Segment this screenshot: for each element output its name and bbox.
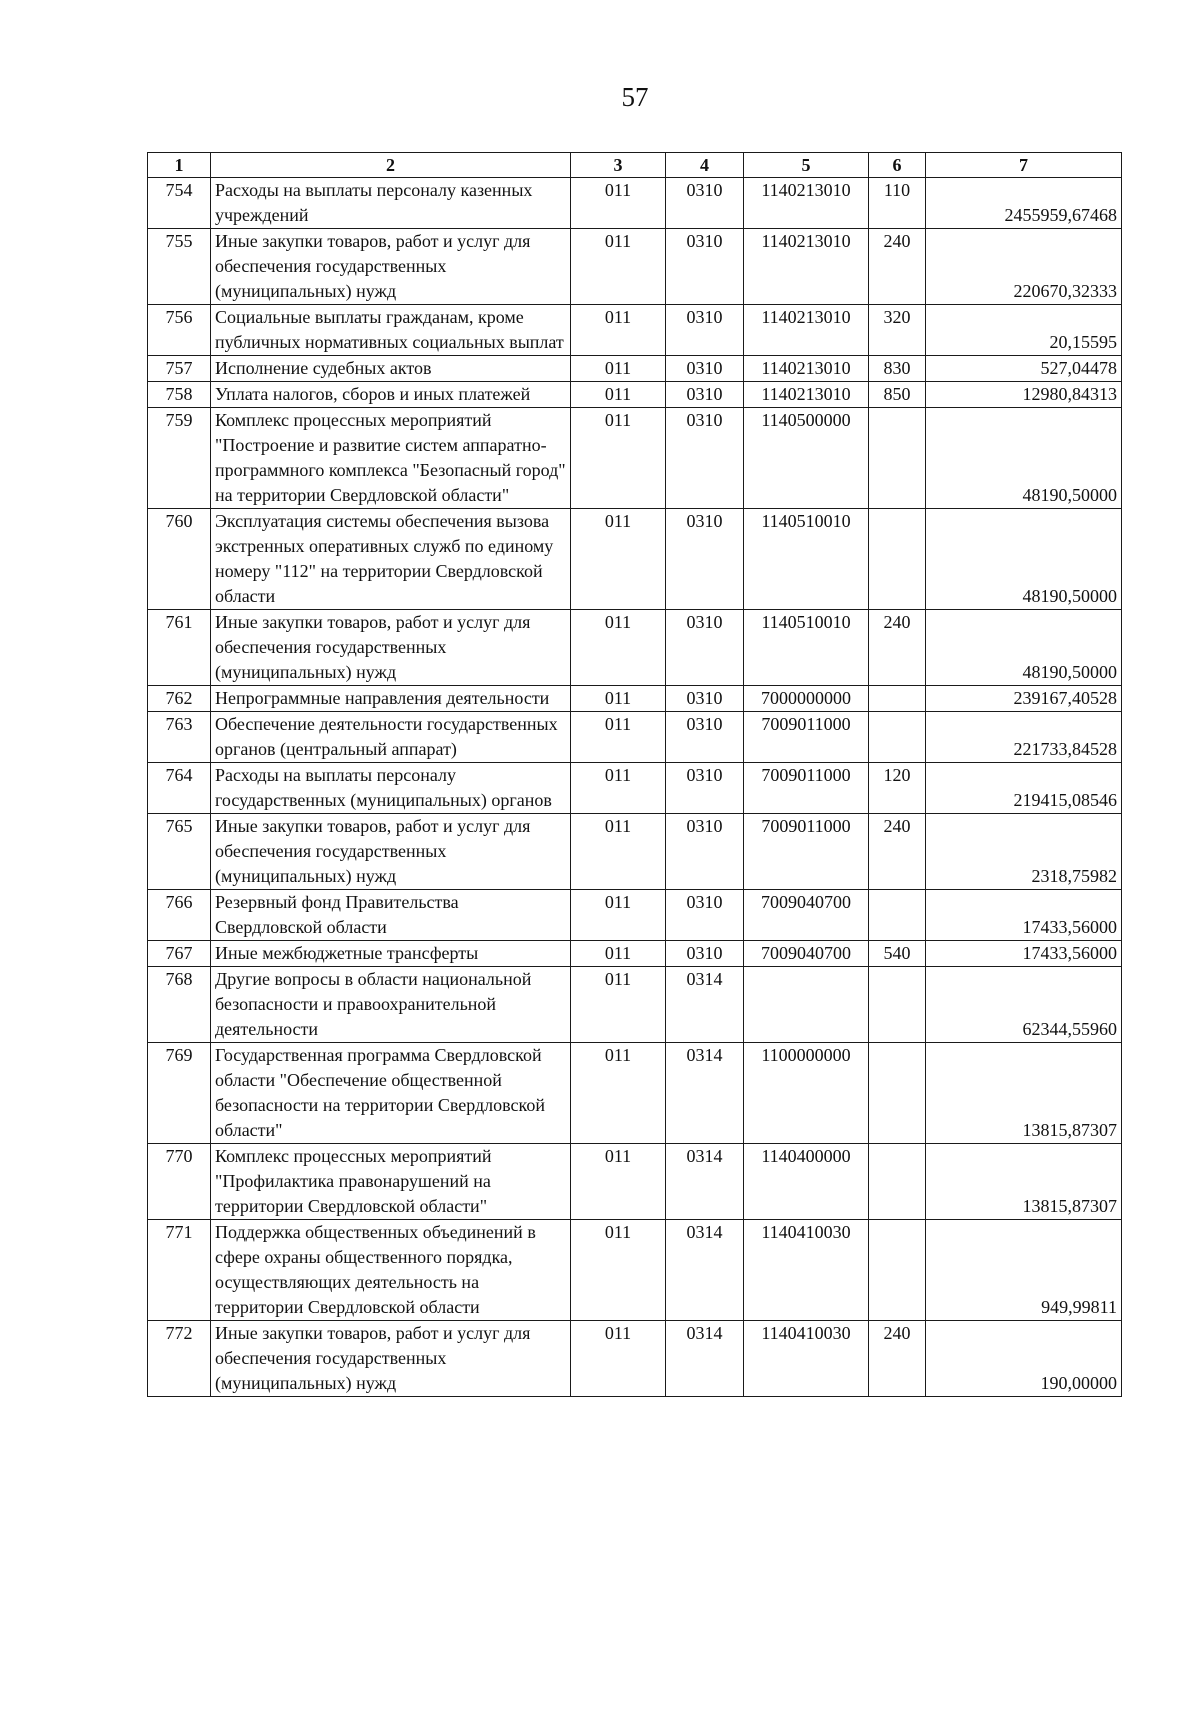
target-article-cell: 1140213010 (744, 178, 869, 229)
amount-cell: 221733,84528 (926, 712, 1122, 763)
target-article-cell: 1140500000 (744, 408, 869, 509)
row-number-cell: 763 (148, 712, 211, 763)
amount-cell: 48190,50000 (926, 610, 1122, 686)
table-row (148, 1144, 1122, 1220)
target-article-cell: 7009011000 (744, 763, 869, 814)
column-header: 2 (211, 153, 571, 178)
expense-type-cell: 240 (869, 1321, 926, 1397)
expense-name-cell: Государственная программа Свердловской области "Обеспечение общественной безопасности на территории Свердловской области" (211, 1043, 571, 1144)
table-row (148, 408, 1122, 509)
expense-type-cell: 120 (869, 763, 926, 814)
table-row (148, 967, 1122, 1043)
expense-name-cell: Исполнение судебных актов (211, 356, 571, 382)
column-header: 7 (926, 153, 1122, 178)
amount-cell: 48190,50000 (926, 408, 1122, 509)
ministry-code-cell: 011 (571, 509, 666, 610)
section-code-cell: 0310 (666, 178, 744, 229)
table-row (148, 763, 1122, 814)
expense-name-cell: Иные закупки товаров, работ и услуг для обеспечения государственных (муниципальных) нужд (211, 610, 571, 686)
expense-type-cell (869, 408, 926, 509)
table-row (148, 1321, 1122, 1397)
target-article-cell: 7009011000 (744, 814, 869, 890)
row-number-cell: 761 (148, 610, 211, 686)
column-header: 6 (869, 153, 926, 178)
row-number-cell: 771 (148, 1220, 211, 1321)
target-article-cell: 7009040700 (744, 941, 869, 967)
target-article-cell: 1140510010 (744, 509, 869, 610)
table-row (148, 1043, 1122, 1144)
target-article-cell: 1140410030 (744, 1220, 869, 1321)
row-number-cell: 770 (148, 1144, 211, 1220)
column-header: 5 (744, 153, 869, 178)
expense-type-cell: 320 (869, 305, 926, 356)
table-row (148, 305, 1122, 356)
row-number-cell: 765 (148, 814, 211, 890)
target-article-cell: 1140213010 (744, 356, 869, 382)
ministry-code-cell: 011 (571, 1321, 666, 1397)
section-code-cell: 0314 (666, 1144, 744, 1220)
expense-name-cell: Иные закупки товаров, работ и услуг для обеспечения государственных (муниципальных) нужд (211, 814, 571, 890)
section-code-cell: 0310 (666, 408, 744, 509)
row-number-cell: 767 (148, 941, 211, 967)
ministry-code-cell: 011 (571, 408, 666, 509)
expense-type-cell: 240 (869, 229, 926, 305)
expense-type-cell: 540 (869, 941, 926, 967)
expense-name-cell: Другие вопросы в области национальной безопасности и правоохранительной деятельности (211, 967, 571, 1043)
table-row (148, 229, 1122, 305)
section-code-cell: 0310 (666, 509, 744, 610)
expense-type-cell (869, 509, 926, 610)
amount-cell: 2455959,67468 (926, 178, 1122, 229)
expense-type-cell: 850 (869, 382, 926, 408)
row-number-cell: 754 (148, 178, 211, 229)
ministry-code-cell: 011 (571, 712, 666, 763)
table-row (148, 890, 1122, 941)
row-number-cell: 769 (148, 1043, 211, 1144)
expense-type-cell (869, 712, 926, 763)
ministry-code-cell: 011 (571, 356, 666, 382)
column-header: 3 (571, 153, 666, 178)
amount-cell: 190,00000 (926, 1321, 1122, 1397)
table-row (148, 382, 1122, 408)
expense-name-cell: Обеспечение деятельности государственных органов (центральный аппарат) (211, 712, 571, 763)
table-row (148, 178, 1122, 229)
ministry-code-cell: 011 (571, 941, 666, 967)
row-number-cell: 755 (148, 229, 211, 305)
amount-cell: 13815,87307 (926, 1043, 1122, 1144)
target-article-cell: 7000000000 (744, 686, 869, 712)
expense-type-cell: 830 (869, 356, 926, 382)
row-number-cell: 760 (148, 509, 211, 610)
target-article-cell: 7009040700 (744, 890, 869, 941)
amount-cell: 48190,50000 (926, 509, 1122, 610)
ministry-code-cell: 011 (571, 1144, 666, 1220)
target-article-cell: 1140400000 (744, 1144, 869, 1220)
expense-name-cell: Эксплуатация системы обеспечения вызова экстренных оперативных служб по единому номеру "112" на территории Свердловской области (211, 509, 571, 610)
section-code-cell: 0310 (666, 686, 744, 712)
amount-cell: 949,99811 (926, 1220, 1122, 1321)
amount-cell: 13815,87307 (926, 1144, 1122, 1220)
section-code-cell: 0314 (666, 1321, 744, 1397)
amount-cell: 17433,56000 (926, 941, 1122, 967)
ministry-code-cell: 011 (571, 1043, 666, 1144)
table-row (148, 686, 1122, 712)
row-number-cell: 766 (148, 890, 211, 941)
row-number-cell: 756 (148, 305, 211, 356)
ministry-code-cell: 011 (571, 229, 666, 305)
row-number-cell: 768 (148, 967, 211, 1043)
amount-cell: 219415,08546 (926, 763, 1122, 814)
table-row (148, 356, 1122, 382)
expense-type-cell: 240 (869, 814, 926, 890)
amount-cell: 62344,55960 (926, 967, 1122, 1043)
row-number-cell: 764 (148, 763, 211, 814)
table-row (148, 941, 1122, 967)
row-number-cell: 757 (148, 356, 211, 382)
section-code-cell: 0314 (666, 1043, 744, 1144)
amount-cell: 20,15595 (926, 305, 1122, 356)
ministry-code-cell: 011 (571, 610, 666, 686)
amount-cell: 239167,40528 (926, 686, 1122, 712)
expense-name-cell: Социальные выплаты гражданам, кроме публичных нормативных социальных выплат (211, 305, 571, 356)
ministry-code-cell: 011 (571, 763, 666, 814)
section-code-cell: 0310 (666, 712, 744, 763)
table-row (148, 610, 1122, 686)
section-code-cell: 0310 (666, 814, 744, 890)
target-article-cell: 1140410030 (744, 1321, 869, 1397)
expense-name-cell: Непрограммные направления деятельности (211, 686, 571, 712)
ministry-code-cell: 011 (571, 686, 666, 712)
expense-name-cell: Иные закупки товаров, работ и услуг для обеспечения государственных (муниципальных) нужд (211, 229, 571, 305)
section-code-cell: 0310 (666, 941, 744, 967)
section-code-cell: 0310 (666, 890, 744, 941)
budget-table (147, 152, 1122, 1397)
amount-cell: 2318,75982 (926, 814, 1122, 890)
expense-type-cell (869, 890, 926, 941)
row-number-cell: 762 (148, 686, 211, 712)
section-code-cell: 0310 (666, 763, 744, 814)
ministry-code-cell: 011 (571, 305, 666, 356)
expense-type-cell (869, 1144, 926, 1220)
expense-name-cell: Резервный фонд Правительства Свердловской области (211, 890, 571, 941)
expense-name-cell: Расходы на выплаты персоналу государственных (муниципальных) органов (211, 763, 571, 814)
ministry-code-cell: 011 (571, 814, 666, 890)
expense-type-cell (869, 967, 926, 1043)
section-code-cell: 0310 (666, 382, 744, 408)
expense-name-cell: Иные межбюджетные трансферты (211, 941, 571, 967)
table-row (148, 814, 1122, 890)
expense-name-cell: Комплекс процессных мероприятий "Построение и развитие систем аппаратно-программного комплекса "Безопасный город" на территории Свердловской области" (211, 408, 571, 509)
target-article-cell: 1100000000 (744, 1043, 869, 1144)
ministry-code-cell: 011 (571, 967, 666, 1043)
expense-type-cell: 240 (869, 610, 926, 686)
table-row (148, 1220, 1122, 1321)
section-code-cell: 0314 (666, 967, 744, 1043)
expense-type-cell (869, 1043, 926, 1144)
section-code-cell: 0310 (666, 610, 744, 686)
ministry-code-cell: 011 (571, 890, 666, 941)
ministry-code-cell: 011 (571, 382, 666, 408)
page-number: 57 (621, 82, 649, 112)
row-number-cell: 758 (148, 382, 211, 408)
amount-cell: 12980,84313 (926, 382, 1122, 408)
row-number-cell: 772 (148, 1321, 211, 1397)
section-code-cell: 0310 (666, 229, 744, 305)
ministry-code-cell: 011 (571, 1220, 666, 1321)
expense-type-cell: 110 (869, 178, 926, 229)
expense-type-cell (869, 1220, 926, 1321)
table-body (148, 178, 1122, 1397)
target-article-cell: 7009011000 (744, 712, 869, 763)
target-article-cell (744, 967, 869, 1043)
section-code-cell: 0310 (666, 305, 744, 356)
row-number-cell: 759 (148, 408, 211, 509)
expense-name-cell: Расходы на выплаты персоналу казенных учреждений (211, 178, 571, 229)
header-row (148, 153, 1122, 178)
ministry-code-cell: 011 (571, 178, 666, 229)
table-row (148, 712, 1122, 763)
expense-name-cell: Комплекс процессных мероприятий "Профилактика правонарушений на территории Свердловской области" (211, 1144, 571, 1220)
target-article-cell: 1140213010 (744, 382, 869, 408)
target-article-cell: 1140510010 (744, 610, 869, 686)
amount-cell: 527,04478 (926, 356, 1122, 382)
expense-name-cell: Поддержка общественных объединений в сфере охраны общественного порядка, осуществляющих деятельность на территории Свердловской области (211, 1220, 571, 1321)
expense-name-cell: Уплата налогов, сборов и иных платежей (211, 382, 571, 408)
section-code-cell: 0314 (666, 1220, 744, 1321)
expense-name-cell: Иные закупки товаров, работ и услуг для обеспечения государственных (муниципальных) нужд (211, 1321, 571, 1397)
target-article-cell: 1140213010 (744, 305, 869, 356)
amount-cell: 220670,32333 (926, 229, 1122, 305)
section-code-cell: 0310 (666, 356, 744, 382)
column-header: 1 (148, 153, 211, 178)
expense-type-cell (869, 686, 926, 712)
column-header: 4 (666, 153, 744, 178)
table-row (148, 509, 1122, 610)
amount-cell: 17433,56000 (926, 890, 1122, 941)
target-article-cell: 1140213010 (744, 229, 869, 305)
